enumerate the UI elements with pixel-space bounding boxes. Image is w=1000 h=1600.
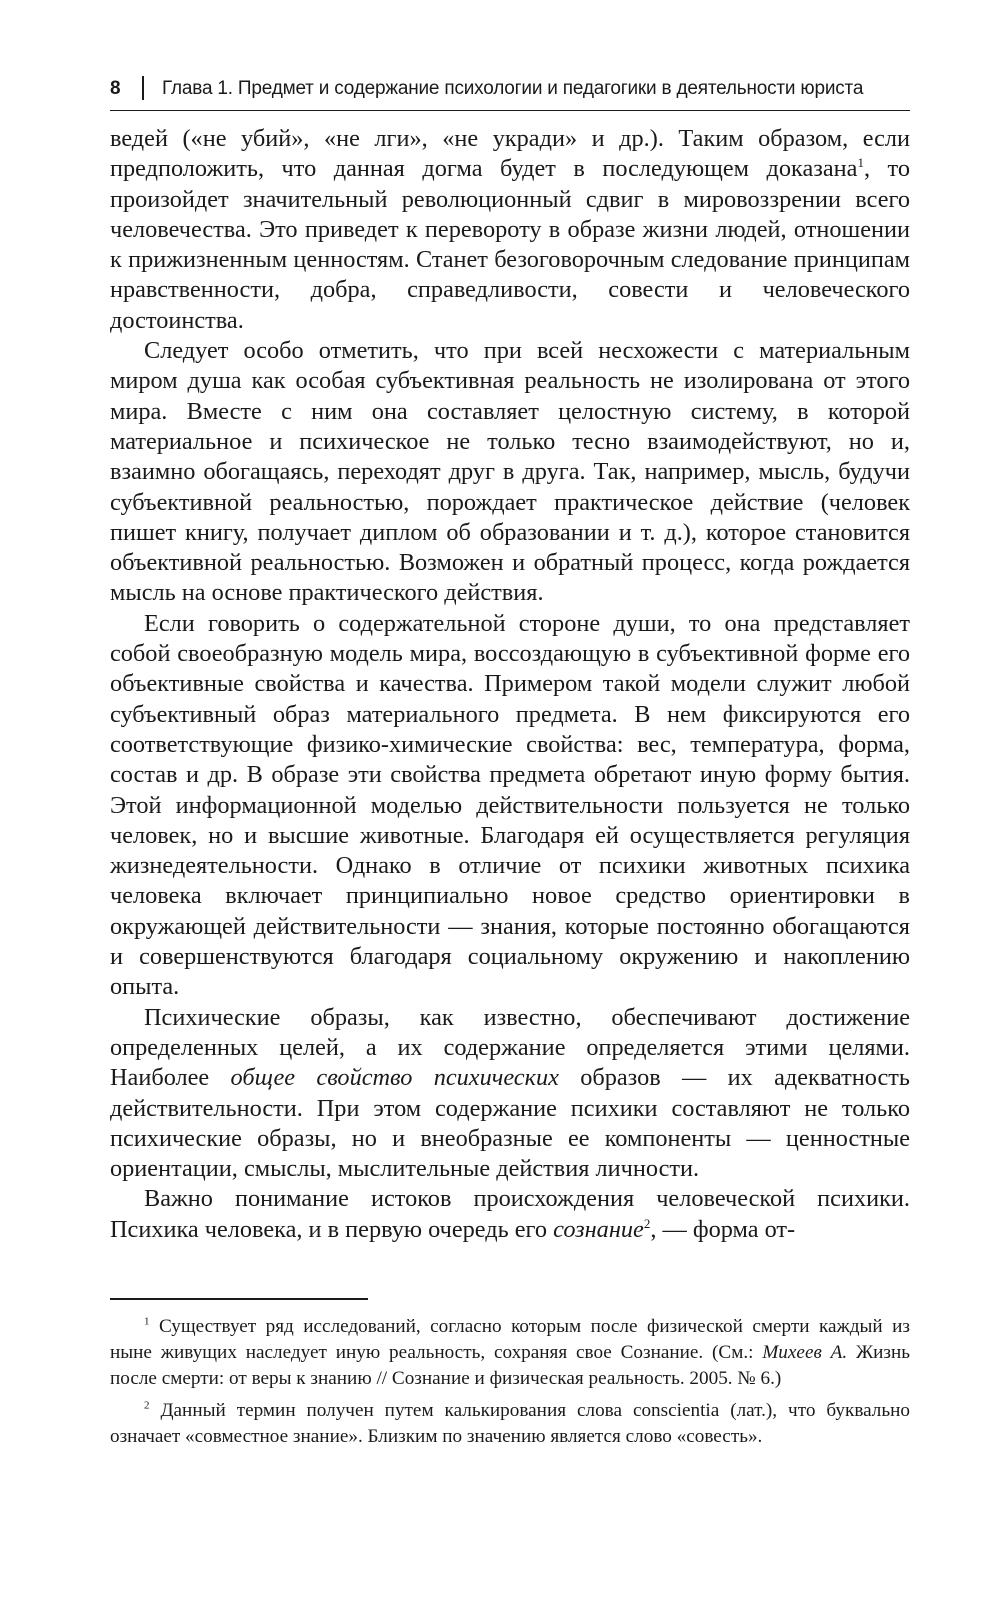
paragraph-5-text-a: Важно понимание истоков происхождения человеческой психики. Психика человека, и в первую очередь его [110, 1185, 910, 1243]
paragraph-5-text-b: , — форма от- [650, 1215, 796, 1243]
chapter-title: Глава 1. Предмет и содержание психологии и педагогики в деятельности юриста [162, 78, 864, 99]
footnote-2-marker: 2 [144, 1399, 150, 1412]
paragraph-2: Следует особо отметить, что при всей несхожести с материальным миром душа как особая субъективная реальность не изолирована от этого мира. Вместе с ним она составляет целостную систему, в которой материальное и психическое не только тесно взаимодействуют, но и, взаимно обогащаясь, переходят друг в друга. Так, например, мысль, будучи субъективной реальностью, порождает практическое действие (человек пишет книгу, получает диплом об образовании и т. д.), которое становится объективной реальностью. Возможен и обратный процесс, когда рождается мысль на основе практического действия. [110, 337, 910, 607]
paragraph-5-emphasis: сознание [553, 1215, 644, 1243]
paragraph-4-text-a: Психические образы, как известно, обеспечивают достижение определенных целей, а их содержание определяется этими целями. Наиболее [110, 1003, 910, 1092]
paragraph-4-text-b: образов — их адекватность действительности. При этом содержание психики составляют не только психические образы, но и внеобразные ее компоненты — ценностные ориентации, смыслы, мыслительные действия личности. [110, 1064, 910, 1183]
footnote-divider [110, 1298, 368, 1300]
footnotes [110, 1314, 910, 1456]
footnote-1-text-b: Жизнь после смерти: от веры к знанию // Сознание и физическая реальность. 2005. № 6.) [110, 1342, 911, 1389]
footnote-2-text: Данный термин получен путем калькирования слова conscientia (лат.), что буквально означает «совместное знание». Близким по значению является слово «совесть». [110, 1400, 910, 1447]
footnote-ref-2: 2 [643, 1215, 651, 1231]
footnote-1 [110, 1314, 910, 1392]
paragraph-5 [110, 1184, 910, 1245]
paragraph-3: Если говорить о содержательной стороне души, то она представляет собой своеобразную модель мира, воссоздающую в субъективной форме его объективные свойства и качества. Примером такой модели служит любой субъективный образ материального предмета. В нем фиксируются его соответствующие физико-химические свойства: вес, температура, форма, состав и др. В образе эти свойства предмета обретают иную форму бытия. Этой информационной моделью действительности пользуется не только человек, но и высшие животные. Благодаря ей осуществляется регуляция жизнедеятельности. Однако в отличие от психики животных психика человека включает принципиально новое средство ориентировки в окружающей действительности — знания, которые постоянно обогащаются и совершенствуются благодаря социальному окружению и накоплению опыта. [110, 609, 910, 1001]
footnote-1-text-a: Существует ряд исследований, согласно которым после физической смерти каждый из ныне живущих наследует иную реальность, сохраняя свое Сознание. (См.: [110, 1316, 910, 1363]
running-header [110, 70, 910, 111]
footnote-ref-1: 1 [857, 155, 864, 171]
paragraph-1-text-b: , то произойдет значительный революционный сдвиг в мировоззрении всего человечества. Это приведет к перевороту в образе жизни людей, отношении к прижизненным ценностям. Станет безоговорочным следование принципам нравственности, добра, справедливости, совести и человеческого достоинства. [110, 155, 910, 334]
paragraph-1-text-a: ведей («не убий», «не лги», «не укради» и др.). Таким образом, если предположить, что данная догма будет в последующем доказана [110, 125, 910, 183]
paragraph-1 [110, 124, 910, 336]
footnote-1-author: Михеев А. [762, 1342, 848, 1363]
paragraph-4-emphasis: общее свойство психических [230, 1064, 559, 1092]
footnote-1-marker: 1 [144, 1315, 150, 1328]
paragraph-4 [110, 1003, 910, 1185]
page-number: 8 [110, 78, 121, 99]
main-text [110, 124, 910, 1245]
header-separator [142, 76, 144, 100]
footnote-2 [110, 1398, 910, 1450]
